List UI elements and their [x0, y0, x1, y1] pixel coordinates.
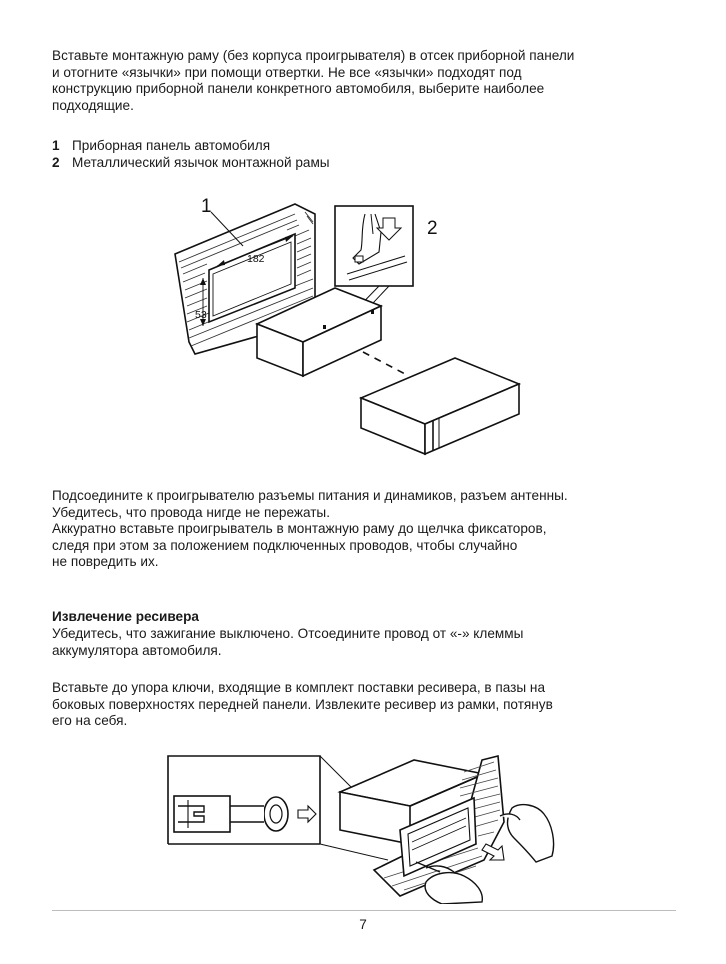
legend-item	[52, 138, 330, 155]
receiver-removal-illustration	[164, 752, 564, 904]
width-dimension-label: 182	[247, 253, 265, 265]
insertion-guide-line	[363, 352, 409, 376]
connection-line: следя при этом за положением подключенных проводов, чтобы случайно	[52, 537, 518, 553]
connection-line: не повредить их.	[52, 554, 159, 569]
mounting-frame-illustration	[165, 192, 530, 460]
footer-divider	[52, 910, 676, 911]
removal-paragraph-2	[52, 680, 692, 730]
intro-paragraph	[52, 48, 692, 114]
section-heading: Извлечение ресивера	[52, 609, 199, 624]
page-number: 7	[359, 917, 367, 932]
legend-text: Приборная панель автомобиля	[72, 138, 271, 153]
connection-line: Аккуратно вставьте проигрыватель в монтажную раму до щелчка фиксаторов,	[52, 521, 547, 536]
removal-line: аккумулятора автомобиля.	[52, 642, 222, 658]
intro-line: конструкцию приборной панели конкретного автомобиля, выберите наиболее	[52, 81, 545, 96]
legend-number: 1	[52, 138, 60, 153]
legend-text: Металлический язычок монтажной рамы	[72, 154, 330, 170]
removal-line: Убедитесь, что зажигание выключено. Отсоедините провод от «-» клеммы	[52, 626, 524, 641]
legend-item	[52, 155, 330, 172]
legend-number: 2	[52, 154, 60, 170]
removal-line: боковых поверхностях передней панели. Извлеките ресивер из рамки, потянув	[52, 696, 553, 712]
connection-line: Убедитесь, что провода нигде не пережаты.	[52, 504, 330, 520]
callout-1: 1	[201, 196, 212, 217]
figure-legend	[52, 138, 330, 171]
connection-paragraph	[52, 488, 692, 571]
intro-line: подходящие.	[52, 97, 134, 113]
removal-line: его на себя.	[52, 713, 128, 728]
intro-line: и отогните «язычки» при помощи отвертки. Не все «язычки» подходят под	[52, 64, 522, 80]
callout-2: 2	[427, 218, 438, 239]
height-dimension-label: 53	[195, 309, 207, 321]
removal-paragraph-1	[52, 626, 692, 659]
removal-line: Вставьте до упора ключи, входящие в комплект поставки ресивера, в пазы на	[52, 680, 546, 695]
receiver-unit	[361, 358, 519, 454]
connection-line: Подсоедините к проигрывателю разъемы питания и динамиков, разъем антенны.	[52, 488, 568, 503]
intro-line: Вставьте монтажную раму (без корпуса проигрывателя) в отсек приборной панели	[52, 48, 575, 63]
